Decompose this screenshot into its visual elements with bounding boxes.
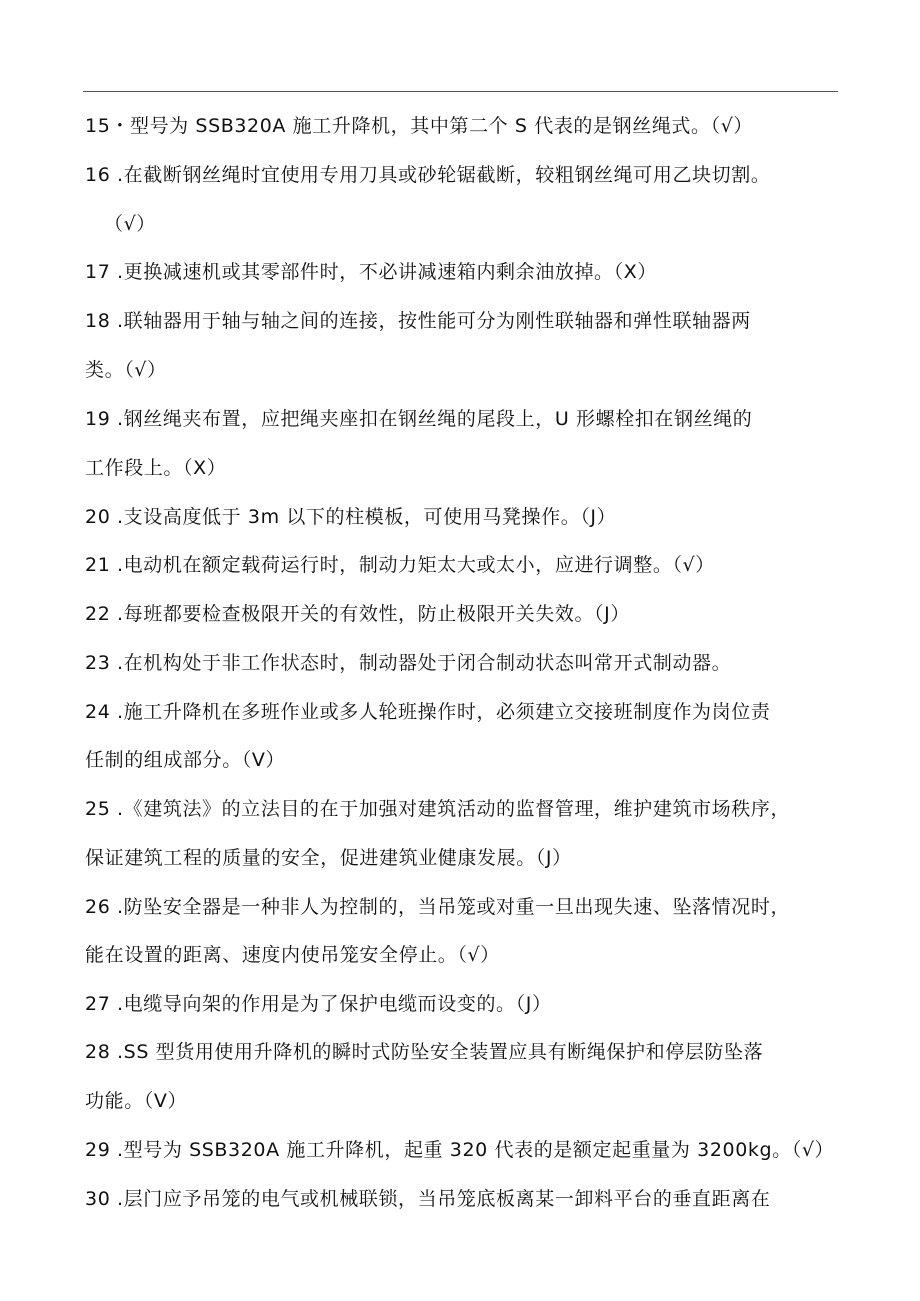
text-line: 19 .钢丝绳夹布置，应把绳夹座扣在钢丝绳的尾段上，U 形螺栓扣在钢丝绳的 [85, 408, 753, 430]
text-line: 22 .每班都要检查极限开关的有效性，防止极限开关失效。（J） [85, 603, 630, 625]
text-line: 26 .防坠安全器是一种非人为控制的，当吊笼或对重一旦出现失速、坠落情况时， [85, 896, 791, 918]
text-line: 28 .SS 型货用使用升降机的瞬时式防坠安全装置应具有断绳保护和停层防坠落 [85, 1041, 764, 1063]
text-line: 能在设置的距离、速度内使吊笼安全停止。（√） [85, 944, 500, 966]
text-line: 21 .电动机在额定载荷运行时，制动力矩太大或太小，应进行调整。（√） [85, 554, 715, 576]
text-line: 功能。（V） [85, 1090, 188, 1112]
text-line: 保证建筑工程的质量的安全，促进建筑业健康发展。（J） [85, 847, 572, 869]
text-line: 16 .在截断钢丝绳时宜使用专用刀具或砂轮锯截断，较粗钢丝绳可用乙块切割。 [85, 164, 771, 186]
text-line: 任制的组成部分。（V） [85, 749, 286, 771]
text-line: 24 .施工升降机在多班作业或多人轮班操作时，必须建立交接班制度作为岗位责 [85, 701, 771, 723]
text-line: 30 .层门应予吊笼的电气或机械联锁，当吊笼底板离某一卸料平台的垂直距离在 [85, 1188, 771, 1210]
text-line: （√） [104, 213, 156, 235]
text-line: 27 .电缆导向架的作用是为了保护电缆而设变的。（J） [85, 993, 552, 1015]
text-line: 23 .在机构处于非工作状态时，制动器处于闭合制动状态叫常开式制动器。 [85, 652, 732, 674]
header-divider [83, 91, 838, 92]
text-line: 15・型号为 SSB320A 施工升降机，其中第二个 S 代表的是钢丝绳式。（√） [85, 115, 754, 137]
text-line: 25 .《建筑法》的立法目的在于加强对建筑活动的监督管理，维护建筑市场秩序， [85, 798, 791, 820]
text-line: 20 .支设高度低于 3m 以下的柱模板，可使用马凳操作。（J） [85, 506, 617, 528]
text-line: 17 .更换减速机或其零部件时，不必讲减速箱内剩余油放掉。（X） [85, 261, 657, 283]
text-line: 18 .联轴器用于轴与轴之间的连接，按性能可分为刚性联轴器和弹性联轴器两 [85, 310, 751, 332]
text-line: 类。（√） [85, 359, 167, 381]
text-line: 工作段上。（X） [85, 457, 227, 479]
text-line: 29 .型号为 SSB320A 施工升降机，起重 320 代表的是额定起重量为 3200kg。（√） [85, 1139, 835, 1161]
